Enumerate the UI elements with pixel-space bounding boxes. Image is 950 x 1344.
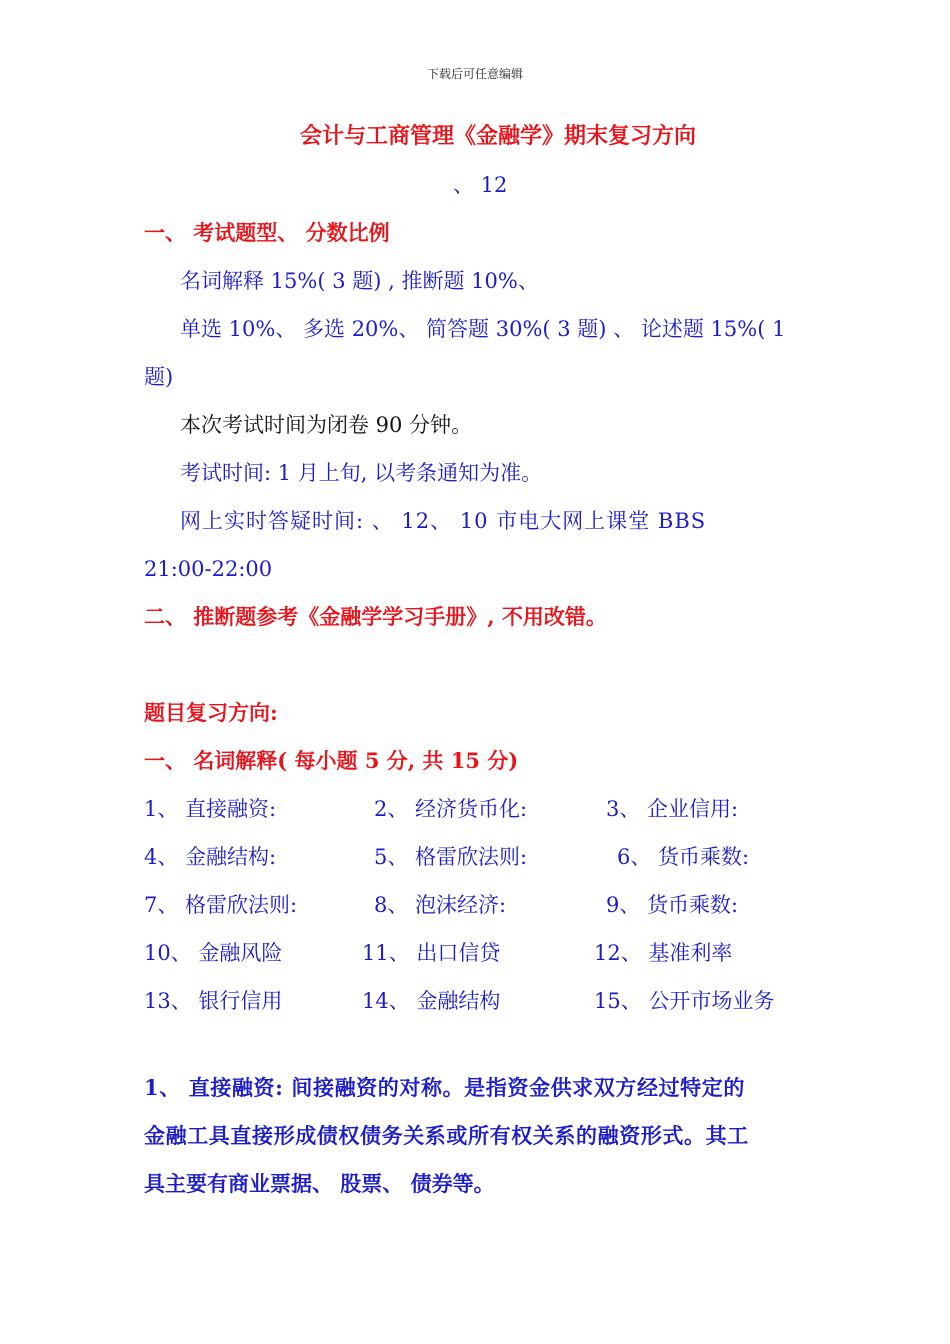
qa-time: 网上实时答疑时间: 、 12、 10 市电大网上课堂 BBS (180, 509, 707, 533)
term-item: 14、 金融结构 (362, 989, 501, 1013)
term-item: 4、 金融结构: (144, 845, 277, 869)
answer-line-3: 具主要有商业票据、 股票、 债券等。 (144, 1171, 495, 1196)
score-line-2: 单选 10%、 多选 20%、 简答题 30%( 3 题) 、 论述题 15%( 1 (180, 317, 786, 341)
term-item: 9、 货币乘数: (606, 893, 739, 917)
term-item: 5、 格雷欣法则: (374, 845, 528, 869)
term-item: 1、 直接融资: (144, 797, 277, 821)
answer-line-2: 金融工具直接形成债权债务关系或所有权关系的融资形式。其工 (144, 1123, 749, 1148)
term-item: 11、 出口信贷 (362, 941, 501, 965)
term-item: 3、 企业信用: (606, 797, 739, 821)
qa-time-continued: 21:00-22:00 (144, 557, 273, 581)
review-heading: 题目复习方向: (144, 700, 278, 725)
term-item: 8、 泡沫经济: (374, 893, 507, 917)
term-item: 15、 公开市场业务 (594, 989, 775, 1013)
exam-time: 考试时间: 1 月上旬, 以考条通知为准。 (180, 461, 543, 485)
document-title: 会计与工商管理《金融学》期末复习方向 (300, 123, 697, 149)
exam-duration: 本次考试时间为闭卷 90 分钟。 (180, 413, 473, 437)
document-subtitle: 、 12 (453, 173, 508, 197)
score-line-1: 名词解释 15%( 3 题) , 推断题 10%、 (180, 269, 539, 293)
term-item: 13、 银行信用 (144, 989, 283, 1013)
answer-line-1: 1、 直接融资: 间接融资的对称。是指资金供求双方经过特定的 (144, 1075, 745, 1100)
term-item: 2、 经济货币化: (374, 797, 528, 821)
page-header: 下载后可任意编辑 (426, 67, 523, 81)
term-item: 7、 格雷欣法则: (144, 893, 298, 917)
score-line-2-continued: 题) (144, 365, 174, 389)
section1-heading: 一、 考试题型、 分数比例 (144, 220, 390, 245)
term-item: 10、 金融风险 (144, 941, 283, 965)
section2-heading: 二、 推断题参考《金融学学习手册》, 不用改错。 (144, 604, 607, 629)
term-item: 12、 基准利率 (594, 941, 733, 965)
terms-heading: 一、 名词解释( 每小题 5 分, 共 15 分) (144, 748, 519, 773)
term-item: 6、 货币乘数: (617, 845, 750, 869)
